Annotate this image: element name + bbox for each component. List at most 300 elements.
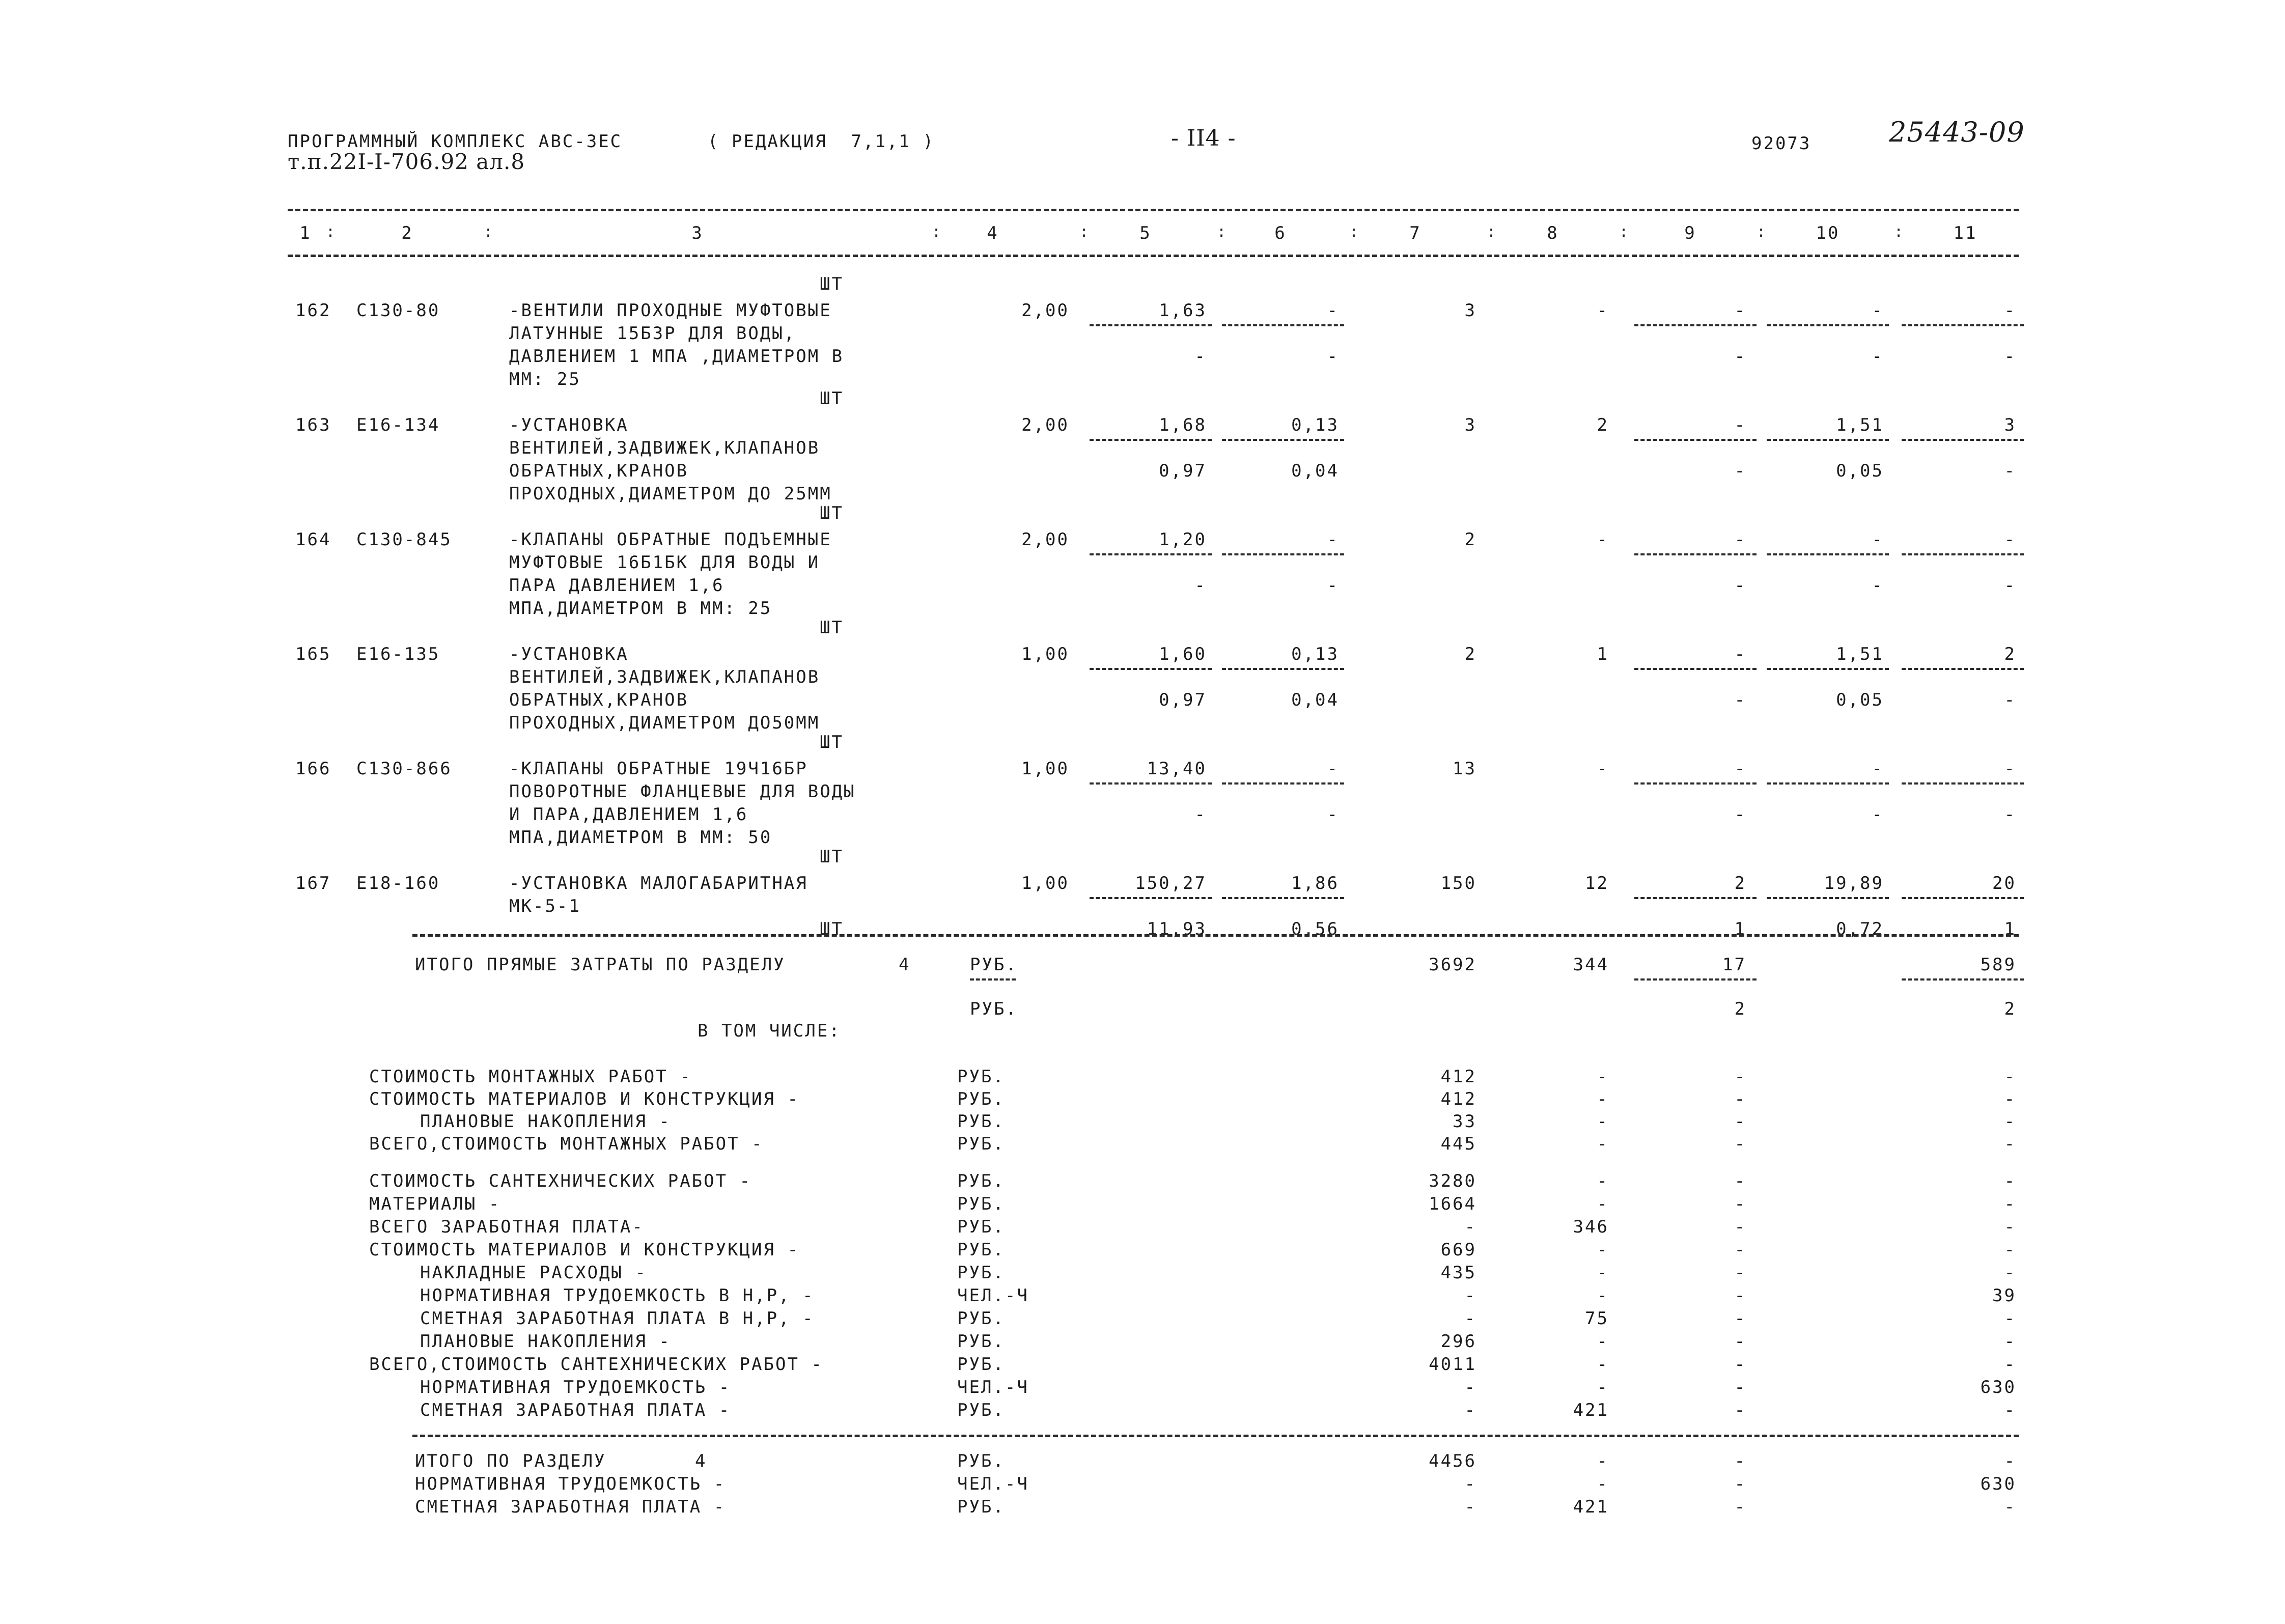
plumbing-summary-col8: - — [1597, 1263, 1609, 1283]
cell-rule — [1902, 782, 2024, 785]
col11-secondary-cell: - — [2004, 575, 2016, 596]
cell-rule — [1634, 897, 1757, 899]
unit-cost-cell: 13,40 — [1147, 759, 1207, 779]
column-separator: : — [1757, 223, 1768, 241]
total-direct-unit-secondary: РУБ. — [970, 999, 1018, 1019]
col10-secondary-cell: 0,05 — [1836, 690, 1884, 710]
cell-rule — [1767, 324, 1889, 326]
column-separator: : — [484, 223, 495, 241]
section-total-section: 4 — [695, 1451, 707, 1471]
plumbing-summary-unit: РУБ. — [957, 1331, 1005, 1352]
item-description-line: -УСТАНОВКА — [509, 415, 629, 435]
column-number: 1 — [299, 223, 312, 243]
installation-summary-col9: - — [1734, 1134, 1746, 1154]
plumbing-summary-label: ВСЕГО ЗАРАБОТНАЯ ПЛАТА- — [369, 1217, 644, 1237]
column-separator: : — [932, 223, 943, 241]
cell-rule — [1767, 439, 1889, 441]
item-number: 164 — [295, 529, 331, 550]
cell-rule — [1090, 782, 1212, 785]
plumbing-summary-col9: - — [1734, 1285, 1746, 1306]
col10-secondary-cell: - — [1872, 804, 1884, 825]
col11-cell: - — [2004, 529, 2016, 550]
unit-cost-cell: 150,27 — [1135, 873, 1207, 893]
unit-cost-secondary-cell: - — [1194, 346, 1207, 367]
installation-summary-label: СТОИМОСТЬ МОНТАЖНЫХ РАБОТ - — [369, 1067, 692, 1087]
plumbing-summary-col7: - — [1464, 1377, 1476, 1397]
cell-rule — [1222, 324, 1344, 326]
plumbing-summary-col8: - — [1597, 1194, 1609, 1214]
plumbing-summary-col9: - — [1734, 1400, 1746, 1420]
plumbing-summary-col7: 4011 — [1429, 1354, 1476, 1375]
section-total-col11: - — [2004, 1451, 2016, 1471]
plumbing-summary-col7: 1664 — [1429, 1194, 1476, 1214]
section-total-col7: - — [1464, 1474, 1476, 1494]
section-total-label: ИТОГО ПО РАЗДЕЛУ — [415, 1451, 606, 1471]
cell-rule — [1902, 553, 2024, 555]
plumbing-summary-col8: - — [1597, 1171, 1609, 1191]
installation-summary-col8: - — [1597, 1111, 1609, 1132]
plumbing-summary-col11: - — [2004, 1171, 2016, 1191]
unit-cost-secondary-cell: - — [1194, 804, 1207, 825]
total-wage-cell: - — [1597, 300, 1609, 321]
col9-secondary-cell: - — [1734, 346, 1746, 367]
plumbing-summary-col8: - — [1597, 1354, 1609, 1375]
total-direct-col11-secondary: 2 — [2004, 999, 2016, 1019]
section-total-unit: РУБ. — [957, 1497, 1005, 1517]
item-description-line: ОБРАТНЫХ,КРАНОВ — [509, 690, 689, 710]
plumbing-summary-col11: - — [2004, 1217, 2016, 1237]
plumbing-summary-unit: РУБ. — [957, 1240, 1005, 1260]
item-code: С130-866 — [356, 759, 452, 779]
col9-cell: - — [1734, 529, 1746, 550]
unit-label: ШТ — [820, 919, 844, 939]
column-separator: : — [1894, 223, 1905, 241]
section-total-label: СМЕТНАЯ ЗАРАБОТНАЯ ПЛАТА - — [415, 1497, 726, 1517]
unit-label: ШТ — [820, 388, 844, 409]
item-description-line: МПА,ДИАМЕТРОМ В ММ: 50 — [509, 827, 772, 848]
item-description-line: ПРОХОДНЫХ,ДИАМЕТРОМ ДО 25ММ — [509, 484, 832, 504]
cell-rule — [1090, 553, 1212, 555]
item-description-line: ЛАТУННЫЕ 15Б3Р ДЛЯ ВОДЫ, — [509, 323, 796, 344]
section-total-rule — [412, 1435, 2019, 1437]
plumbing-summary-unit: РУБ. — [957, 1217, 1005, 1237]
quantity-cell: 2,00 — [1021, 300, 1069, 321]
item-description-line: ВЕНТИЛЕЙ,ЗАДВИЖЕК,КЛАПАНОВ — [509, 438, 820, 458]
total-cost-cell: 3 — [1464, 300, 1476, 321]
item-description-line: МПА,ДИАМЕТРОМ В ММ: 25 — [509, 598, 772, 619]
unit-cost-secondary-cell: 11,93 — [1147, 919, 1207, 939]
cell-rule — [1222, 553, 1344, 555]
col9-cell: - — [1734, 759, 1746, 779]
item-description-line: ММ: 25 — [509, 369, 581, 389]
cell-rule — [1222, 897, 1344, 899]
installation-summary-unit: РУБ. — [957, 1111, 1005, 1132]
cell-rule — [1090, 324, 1212, 326]
item-description-line: ВЕНТИЛЕЙ,ЗАДВИЖЕК,КЛАПАНОВ — [509, 667, 820, 687]
installation-summary-unit: РУБ. — [957, 1134, 1005, 1154]
plumbing-summary-col11: - — [2004, 1240, 2016, 1260]
unit-label: ШТ — [820, 274, 844, 294]
col9-cell: 2 — [1734, 873, 1746, 893]
col11-secondary-cell: - — [2004, 346, 2016, 367]
total-cost-cell: 3 — [1464, 415, 1476, 435]
item-description-line: -ВЕНТИЛИ ПРОХОДНЫЕ МУФТОВЫЕ — [509, 300, 832, 321]
page-number: - II4 - — [1171, 125, 1236, 151]
cell-rule — [1090, 439, 1212, 441]
installation-summary-col11: - — [2004, 1067, 2016, 1087]
unit-wage-cell: 0,13 — [1291, 415, 1339, 435]
unit-cost-cell: 1,60 — [1159, 644, 1207, 664]
plumbing-summary-col9: - — [1734, 1377, 1746, 1397]
item-description-line: МУФТОВЫЕ 16Б1БК ДЛЯ ВОДЫ И — [509, 552, 820, 573]
item-description-line: И ПАРА,ДАВЛЕНИЕМ 1,6 — [509, 804, 748, 825]
item-description-line: -КЛАПАНЫ ОБРАТНЫЕ ПОДЪЕМНЫЕ — [509, 529, 832, 550]
plumbing-summary-col8: - — [1597, 1285, 1609, 1306]
plumbing-summary-label: СМЕТНАЯ ЗАРАБОТНАЯ ПЛАТА - — [420, 1400, 731, 1420]
cell-rule — [1634, 553, 1757, 555]
column-number: 10 — [1816, 223, 1840, 243]
cell-rule — [1090, 668, 1212, 670]
total-direct-col9-secondary: 2 — [1734, 999, 1746, 1019]
plumbing-summary-label: ВСЕГО,СТОИМОСТЬ САНТЕХНИЧЕСКИХ РАБОТ - — [369, 1354, 823, 1375]
unit-cost-secondary-cell: - — [1194, 575, 1207, 596]
col10-cell: 1,51 — [1836, 415, 1884, 435]
col11-cell: - — [2004, 759, 2016, 779]
total-wage-cell: - — [1597, 529, 1609, 550]
section-total-col9: - — [1734, 1451, 1746, 1471]
column-number: 2 — [401, 223, 413, 243]
total-cost-cell: 2 — [1464, 644, 1476, 664]
section-total-col8: - — [1597, 1474, 1609, 1494]
cell-rule — [1090, 897, 1212, 899]
installation-summary-col11: - — [2004, 1134, 2016, 1154]
item-description-line: ПОВОРОТНЫЕ ФЛАНЦЕВЫЕ ДЛЯ ВОДЫ — [509, 781, 856, 802]
plumbing-summary-unit: ЧЕЛ.-Ч — [957, 1377, 1029, 1397]
plumbing-summary-col11: - — [2004, 1263, 2016, 1283]
col10-secondary-cell: - — [1872, 346, 1884, 367]
section-total-col8: 421 — [1573, 1497, 1609, 1517]
plumbing-summary-label: СТОИМОСТЬ САНТЕХНИЧЕСКИХ РАБОТ - — [369, 1171, 752, 1191]
section-total-label: НОРМАТИВНАЯ ТРУДОЕМКОСТЬ - — [415, 1474, 726, 1494]
plumbing-summary-col9: - — [1734, 1240, 1746, 1260]
plumbing-summary-label: МАТЕРИАЛЫ - — [369, 1194, 501, 1214]
unit-wage-secondary-cell: - — [1327, 804, 1339, 825]
installation-summary-col8: - — [1597, 1134, 1609, 1154]
plumbing-summary-unit: РУБ. — [957, 1354, 1005, 1375]
plumbing-summary-col11: - — [2004, 1400, 2016, 1420]
installation-summary-col9: - — [1734, 1067, 1746, 1087]
total-direct-col7: 3692 — [1429, 955, 1476, 975]
cell-rule — [1902, 324, 2024, 326]
col10-secondary-cell: 0,72 — [1836, 919, 1884, 939]
col10-cell: 1,51 — [1836, 644, 1884, 664]
column-separator: : — [1487, 223, 1498, 241]
plumbing-summary-unit: РУБ. — [957, 1400, 1005, 1420]
total-cost-cell: 13 — [1453, 759, 1476, 779]
total-direct-section: 4 — [899, 955, 911, 975]
including-heading: В ТОМ ЧИСЛЕ: — [698, 1021, 841, 1041]
plumbing-summary-col9: - — [1734, 1194, 1746, 1214]
unit-cost-secondary-cell: 0,97 — [1159, 461, 1207, 481]
cell-rule — [1902, 897, 2024, 899]
plumbing-summary-col9: - — [1734, 1217, 1746, 1237]
unit-wage-cell: 0,13 — [1291, 644, 1339, 664]
unit-label: ШТ — [820, 847, 844, 867]
item-description-line: -УСТАНОВКА — [509, 644, 629, 664]
item-description-line: -КЛАПАНЫ ОБРАТНЫЕ 19Ч16БР — [509, 759, 808, 779]
cell-rule — [1634, 782, 1757, 785]
section-total-col9: - — [1734, 1497, 1746, 1517]
totals-top-rule — [412, 934, 2019, 937]
installation-summary-unit: РУБ. — [957, 1089, 1005, 1109]
item-number: 167 — [295, 873, 331, 893]
col10-cell: - — [1872, 529, 1884, 550]
total-wage-cell: 12 — [1585, 873, 1609, 893]
plumbing-summary-col11: 630 — [1980, 1377, 2016, 1397]
total-direct-col9: 17 — [1722, 955, 1746, 975]
column-number: 11 — [1953, 223, 1977, 243]
installation-summary-col9: - — [1734, 1111, 1746, 1132]
col11-secondary-cell: - — [2004, 804, 2016, 825]
total-direct-unit: РУБ. — [970, 955, 1018, 975]
plumbing-summary-label: ПЛАНОВЫЕ НАКОПЛЕНИЯ - — [420, 1331, 671, 1352]
col9-secondary-cell: - — [1734, 804, 1746, 825]
installation-summary-col8: - — [1597, 1067, 1609, 1087]
plumbing-summary-label: НОРМАТИВНАЯ ТРУДОЕМКОСТЬ - — [420, 1377, 731, 1397]
installation-summary-unit: РУБ. — [957, 1067, 1005, 1087]
quantity-cell: 1,00 — [1021, 759, 1069, 779]
unit-label: ШТ — [820, 732, 844, 752]
plumbing-summary-col7: 435 — [1440, 1263, 1476, 1283]
plumbing-summary-col9: - — [1734, 1308, 1746, 1329]
cell-rule — [970, 978, 1016, 981]
section-total-col11: - — [2004, 1497, 2016, 1517]
program-edition: ( РЕДАКЦИЯ 7,1,1 ) — [708, 131, 935, 152]
cell-rule — [1634, 668, 1757, 670]
item-code: Е16-135 — [356, 644, 440, 664]
total-wage-cell: - — [1597, 759, 1609, 779]
total-direct-col8: 344 — [1573, 955, 1609, 975]
document-code: 92073 — [1751, 133, 1812, 154]
column-number: 9 — [1684, 223, 1696, 243]
plumbing-summary-unit: РУБ. — [957, 1263, 1005, 1283]
cell-rule — [1634, 439, 1757, 441]
unit-wage-cell: - — [1327, 300, 1339, 321]
plumbing-summary-col11: - — [2004, 1194, 2016, 1214]
item-description-line: ПАРА ДАВЛЕНИЕМ 1,6 — [509, 575, 724, 596]
cell-rule — [1767, 553, 1889, 555]
plumbing-summary-col7: 296 — [1440, 1331, 1476, 1352]
installation-summary-col7: 412 — [1440, 1089, 1476, 1109]
plumbing-summary-col11: - — [2004, 1331, 2016, 1352]
project-reference: т.п.22I-I-706.92 ал.8 — [288, 149, 525, 174]
unit-wage-secondary-cell: 0,04 — [1291, 461, 1339, 481]
installation-summary-col7: 412 — [1440, 1067, 1476, 1087]
plumbing-summary-unit: ЧЕЛ.-Ч — [957, 1285, 1029, 1306]
col9-cell: - — [1734, 415, 1746, 435]
installation-summary-col7: 33 — [1453, 1111, 1476, 1132]
header-top-rule — [288, 209, 2019, 211]
col11-secondary-cell: - — [2004, 461, 2016, 481]
item-description-line: МК-5-1 — [509, 896, 581, 916]
plumbing-summary-label: СТОИМОСТЬ МАТЕРИАЛОВ И КОНСТРУКЦИЯ - — [369, 1240, 799, 1260]
quantity-cell: 2,00 — [1021, 415, 1069, 435]
plumbing-summary-col8: 75 — [1585, 1308, 1609, 1329]
item-number: 166 — [295, 759, 331, 779]
installation-summary-col11: - — [2004, 1089, 2016, 1109]
total-cost-cell: 150 — [1440, 873, 1476, 893]
column-separator: : — [1079, 223, 1091, 241]
unit-wage-secondary-cell: - — [1327, 346, 1339, 367]
plumbing-summary-col11: - — [2004, 1308, 2016, 1329]
item-code: Е16-134 — [356, 415, 440, 435]
cell-rule — [1902, 978, 2024, 981]
installation-summary-col8: - — [1597, 1089, 1609, 1109]
section-total-col7: - — [1464, 1497, 1476, 1517]
col9-secondary-cell: 1 — [1734, 919, 1746, 939]
item-description-line: ОБРАТНЫХ,КРАНОВ — [509, 461, 689, 481]
unit-cost-cell: 1,68 — [1159, 415, 1207, 435]
col11-secondary-cell: 1 — [2004, 919, 2016, 939]
plumbing-summary-col7: 669 — [1440, 1240, 1476, 1260]
unit-label: ШТ — [820, 503, 844, 523]
col10-cell: - — [1872, 759, 1884, 779]
column-number: 7 — [1409, 223, 1422, 243]
col10-cell: 19,89 — [1824, 873, 1884, 893]
unit-wage-secondary-cell: - — [1327, 575, 1339, 596]
cell-rule — [1634, 978, 1757, 981]
col9-secondary-cell: - — [1734, 690, 1746, 710]
plumbing-summary-col7: 3280 — [1429, 1171, 1476, 1191]
unit-cost-cell: 1,63 — [1159, 300, 1207, 321]
header-bottom-rule — [288, 255, 2019, 257]
plumbing-summary-label: НОРМАТИВНАЯ ТРУДОЕМКОСТЬ В Н,Р, - — [420, 1285, 815, 1306]
plumbing-summary-col9: - — [1734, 1331, 1746, 1352]
total-cost-cell: 2 — [1464, 529, 1476, 550]
item-code: Е18-160 — [356, 873, 440, 893]
item-description-line: -УСТАНОВКА МАЛОГАБАРИТНАЯ — [509, 873, 808, 893]
cell-rule — [1767, 782, 1889, 785]
plumbing-summary-col7: - — [1464, 1308, 1476, 1329]
col11-cell: 20 — [1992, 873, 2016, 893]
column-separator: : — [1349, 223, 1360, 241]
total-wage-cell: 2 — [1597, 415, 1609, 435]
col9-cell: - — [1734, 300, 1746, 321]
column-number: 4 — [987, 223, 999, 243]
col9-secondary-cell: - — [1734, 575, 1746, 596]
plumbing-summary-label: НАКЛАДНЫЕ РАСХОДЫ - — [420, 1263, 647, 1283]
plumbing-summary-unit: РУБ. — [957, 1194, 1005, 1214]
plumbing-summary-col9: - — [1734, 1171, 1746, 1191]
unit-cost-secondary-cell: 0,97 — [1159, 690, 1207, 710]
section-total-col8: - — [1597, 1451, 1609, 1471]
column-number: 8 — [1547, 223, 1559, 243]
total-direct-col11: 589 — [1980, 955, 2016, 975]
cell-rule — [1902, 668, 2024, 670]
plumbing-summary-col7: - — [1464, 1217, 1476, 1237]
col10-secondary-cell: - — [1872, 575, 1884, 596]
plumbing-summary-unit: РУБ. — [957, 1308, 1005, 1329]
column-number: 5 — [1139, 223, 1152, 243]
cell-rule — [1902, 439, 2024, 441]
unit-wage-secondary-cell: 0,04 — [1291, 690, 1339, 710]
plumbing-summary-col9: - — [1734, 1354, 1746, 1375]
installation-summary-label: СТОИМОСТЬ МАТЕРИАЛОВ И КОНСТРУКЦИЯ - — [369, 1089, 799, 1109]
item-number: 165 — [295, 644, 331, 664]
unit-wage-cell: - — [1327, 759, 1339, 779]
item-description-line: ПРОХОДНЫХ,ДИАМЕТРОМ ДО50ММ — [509, 713, 820, 733]
plumbing-summary-col8: - — [1597, 1331, 1609, 1352]
cell-rule — [1222, 782, 1344, 785]
col11-cell: 3 — [2004, 415, 2016, 435]
unit-label: ШТ — [820, 618, 844, 638]
quantity-cell: 1,00 — [1021, 873, 1069, 893]
col9-secondary-cell: - — [1734, 461, 1746, 481]
plumbing-summary-col11: - — [2004, 1354, 2016, 1375]
plumbing-summary-unit: РУБ. — [957, 1171, 1005, 1191]
installation-summary-col11: - — [2004, 1111, 2016, 1132]
plumbing-summary-col8: 421 — [1573, 1400, 1609, 1420]
column-number: 6 — [1274, 223, 1287, 243]
cell-rule — [1222, 668, 1344, 670]
col11-cell: 2 — [2004, 644, 2016, 664]
plumbing-summary-col8: 346 — [1573, 1217, 1609, 1237]
installation-summary-label: ВСЕГО,СТОИМОСТЬ МОНТАЖНЫХ РАБОТ - — [369, 1134, 764, 1154]
col11-cell: - — [2004, 300, 2016, 321]
installation-summary-label: ПЛАНОВЫЕ НАКОПЛЕНИЯ - — [420, 1111, 671, 1132]
item-number: 162 — [295, 300, 331, 321]
installation-summary-col7: 445 — [1440, 1134, 1476, 1154]
handwritten-stamp-number: 25443-09 — [1889, 116, 2025, 148]
section-total-unit: ЧЕЛ.-Ч — [957, 1474, 1029, 1494]
item-number: 163 — [295, 415, 331, 435]
plumbing-summary-col8: - — [1597, 1240, 1609, 1260]
program-name: ПРОГРАММНЫЙ КОМПЛЕКС АВС-ЗЕС — [288, 131, 623, 152]
column-number: 3 — [691, 223, 704, 243]
item-code: С130-845 — [356, 529, 452, 550]
cell-rule — [1767, 668, 1889, 670]
plumbing-summary-col8: - — [1597, 1377, 1609, 1397]
unit-wage-cell: - — [1327, 529, 1339, 550]
column-separator: : — [1217, 223, 1228, 241]
total-direct-label: ИТОГО ПРЯМЫЕ ЗАТРАТЫ ПО РАЗДЕЛУ — [415, 955, 786, 975]
col9-cell: - — [1734, 644, 1746, 664]
unit-cost-cell: 1,20 — [1159, 529, 1207, 550]
unit-wage-secondary-cell: 0,56 — [1291, 919, 1339, 939]
total-wage-cell: 1 — [1597, 644, 1609, 664]
col10-secondary-cell: 0,05 — [1836, 461, 1884, 481]
section-total-unit: РУБ. — [957, 1451, 1005, 1471]
col10-cell: - — [1872, 300, 1884, 321]
plumbing-summary-label: СМЕТНАЯ ЗАРАБОТНАЯ ПЛАТА В Н,Р, - — [420, 1308, 815, 1329]
column-separator: : — [326, 223, 337, 241]
cell-rule — [1634, 324, 1757, 326]
plumbing-summary-col7: - — [1464, 1400, 1476, 1420]
plumbing-summary-col7: - — [1464, 1285, 1476, 1306]
quantity-cell: 2,00 — [1021, 529, 1069, 550]
item-description-line: ДАВЛЕНИЕМ 1 МПА ,ДИАМЕТРОМ В — [509, 346, 844, 367]
col11-secondary-cell: - — [2004, 690, 2016, 710]
section-total-col9: - — [1734, 1474, 1746, 1494]
item-code: С130-80 — [356, 300, 440, 321]
plumbing-summary-col9: - — [1734, 1263, 1746, 1283]
quantity-cell: 1,00 — [1021, 644, 1069, 664]
installation-summary-col9: - — [1734, 1089, 1746, 1109]
section-total-col11: 630 — [1980, 1474, 2016, 1494]
section-total-col7: 4456 — [1429, 1451, 1476, 1471]
cell-rule — [1767, 897, 1889, 899]
unit-wage-cell: 1,86 — [1291, 873, 1339, 893]
